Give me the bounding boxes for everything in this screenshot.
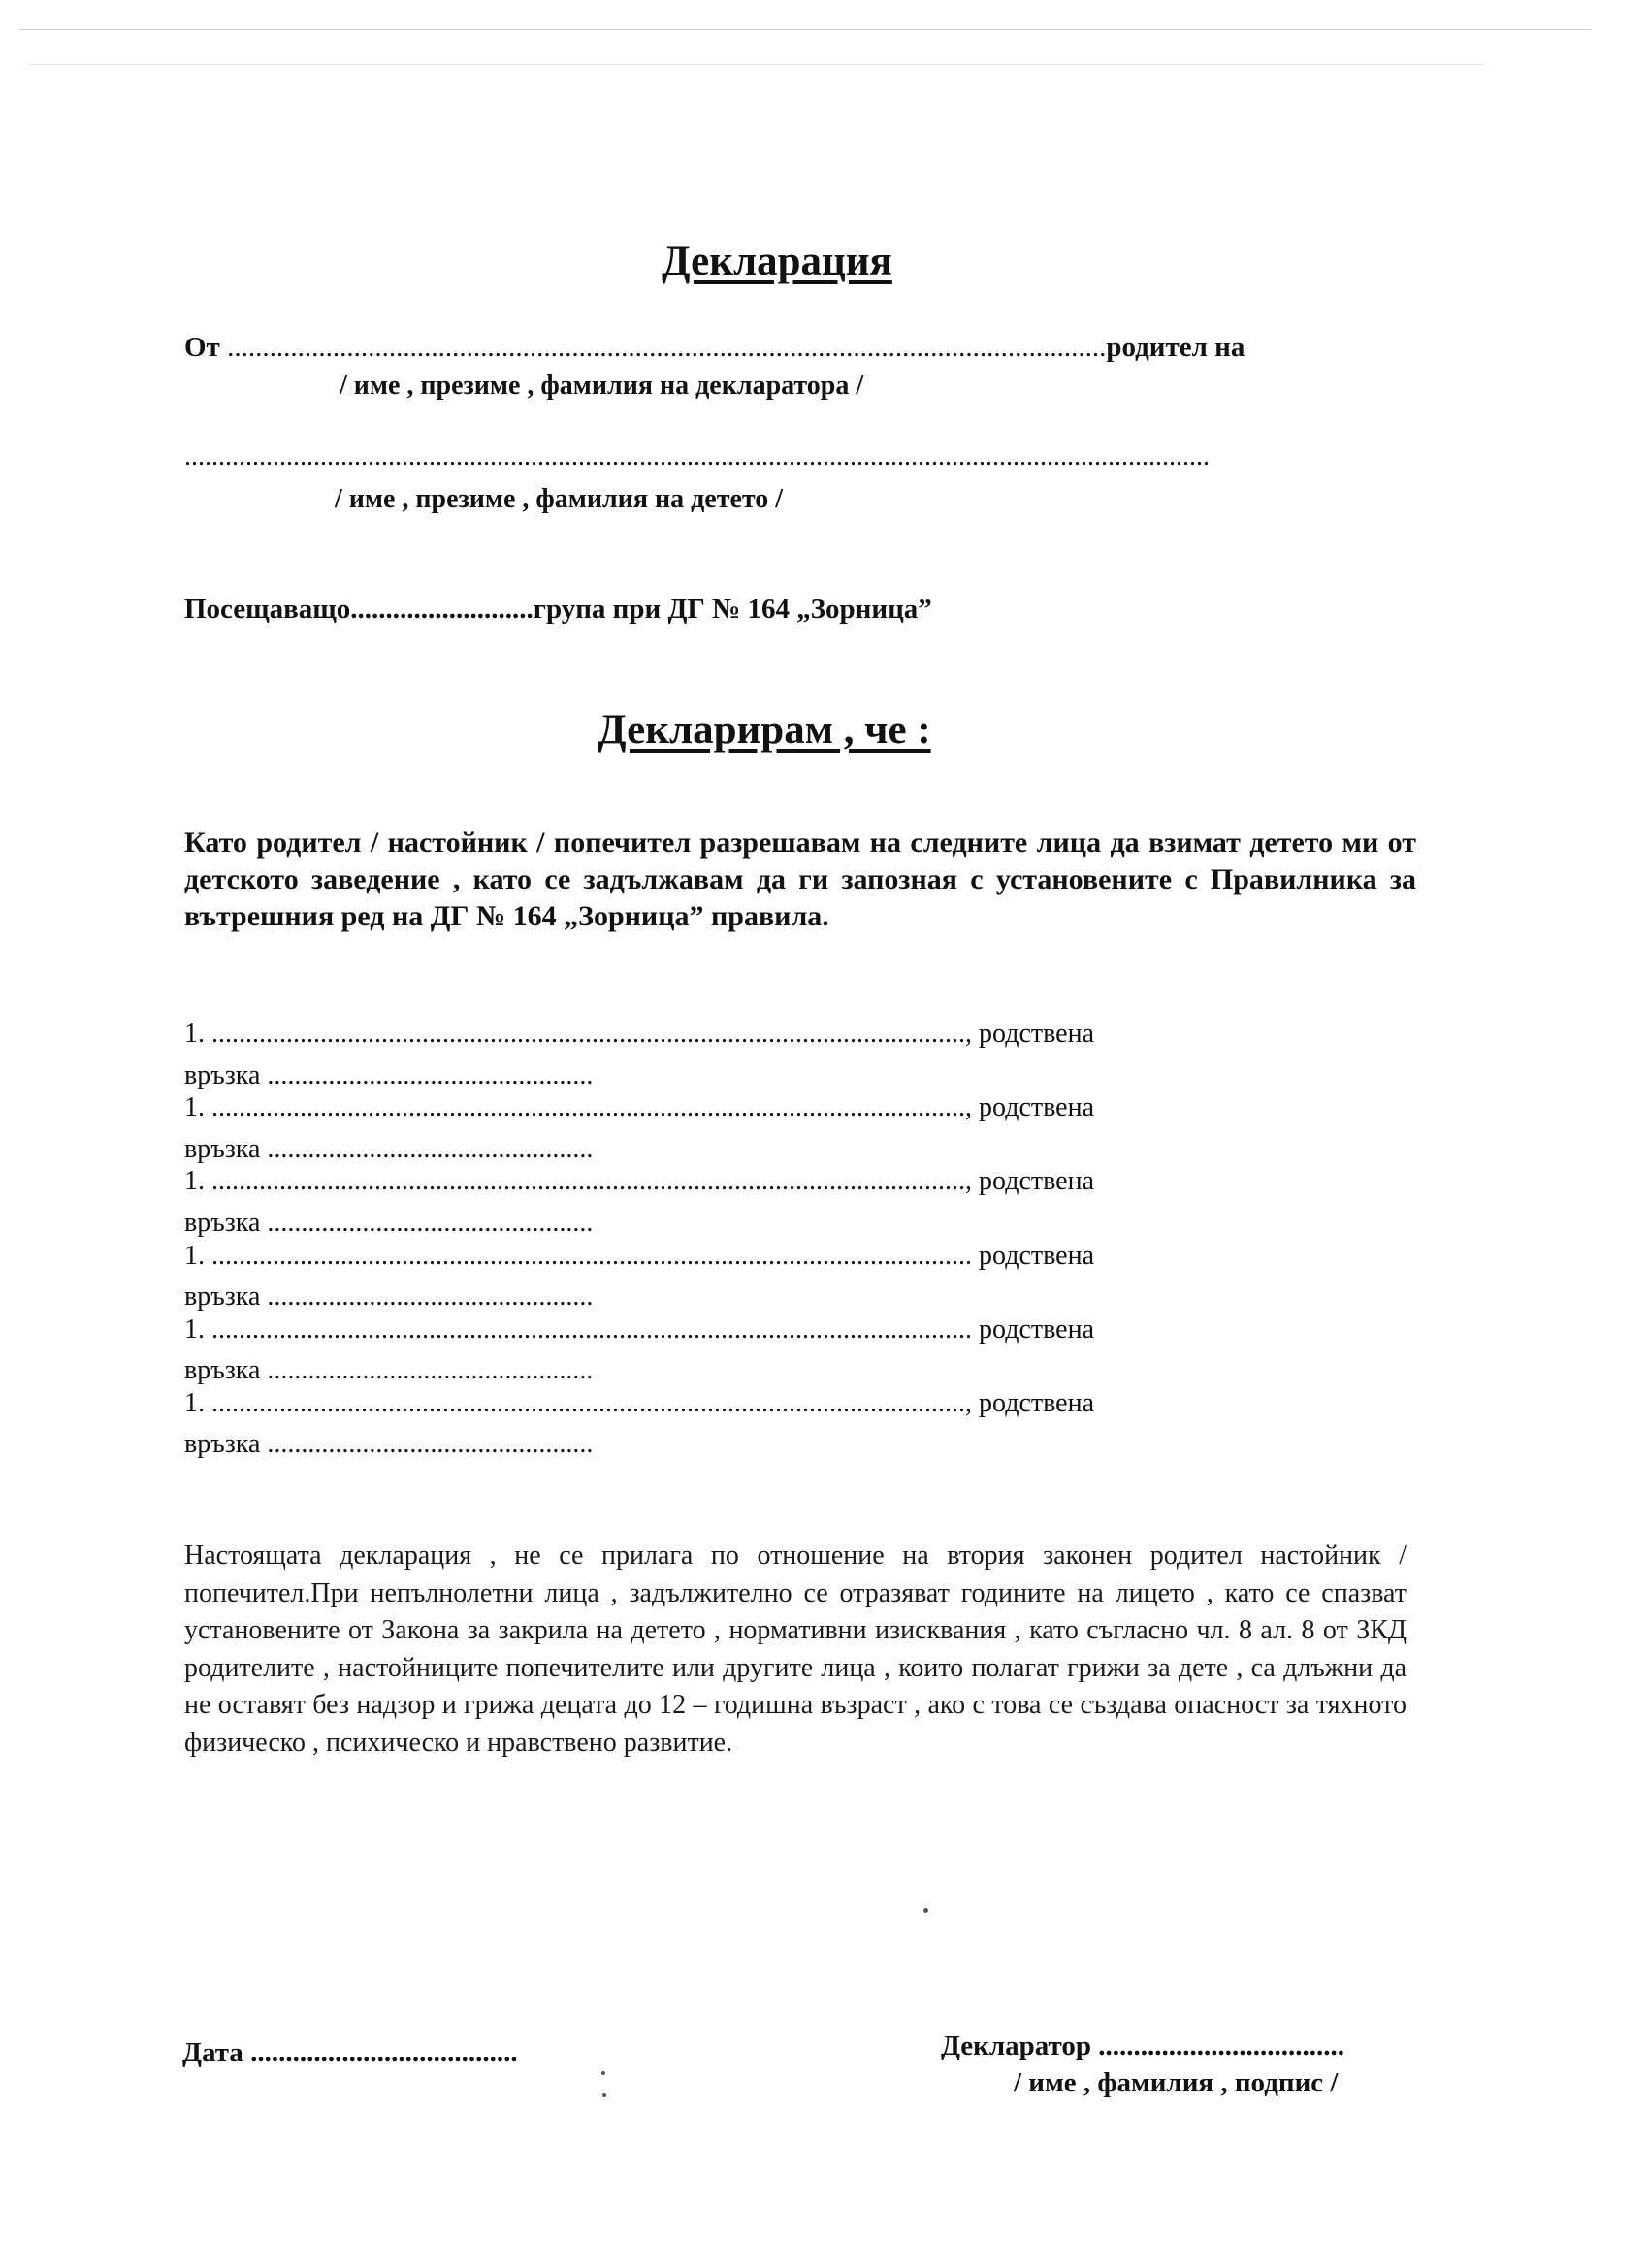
kinship-line [184, 1134, 593, 1165]
person-name-field[interactable]: ............................................................................................................... [211, 1092, 965, 1122]
person-line [184, 1166, 1094, 1197]
person-line [184, 1314, 1094, 1345]
child-hint: / име , презиме , фамилия на детето / [335, 484, 784, 514]
person-number: 1. [184, 1388, 205, 1418]
person-number: 1. [184, 1166, 205, 1196]
kinship-line [184, 1429, 593, 1460]
scan-speck [602, 2093, 606, 2097]
signature-line [941, 2030, 1344, 2062]
consent-paragraph [184, 825, 1416, 935]
kinship-label: , родствена [965, 1092, 1094, 1122]
kinship-line [184, 1060, 593, 1091]
person-name-field[interactable]: ............................................................................................................... [211, 1166, 965, 1196]
kinship-line [184, 1281, 593, 1312]
kinship-label: родствена [972, 1241, 1094, 1271]
kinship-field[interactable]: ................................................ [267, 1281, 594, 1312]
kinship-link-label: връзка [184, 1060, 261, 1090]
from-label: От [184, 332, 220, 363]
group-line [184, 594, 932, 626]
declarant-signature-label: Декларатор [941, 2030, 1092, 2061]
child-name-field[interactable]: ....................................................................................................................................................... [184, 441, 1210, 471]
kinship-line [184, 1355, 593, 1386]
person-line [184, 1092, 1094, 1123]
kinship-link-label: връзка [184, 1208, 261, 1238]
person-name-field[interactable]: ............................................................................................................... [211, 1019, 965, 1049]
person-line [184, 1388, 1094, 1419]
person-name-field[interactable]: ............................................................................................................... [211, 1388, 965, 1418]
date-field[interactable]: ...................................... [250, 2037, 518, 2068]
kinship-label: , родствена [965, 1388, 1094, 1418]
legal-notice-paragraph [184, 1538, 1406, 1762]
person-number: 1. [184, 1241, 205, 1271]
kinship-link-label: връзка [184, 1281, 261, 1312]
scan-speck [923, 1908, 928, 1913]
person-number: 1. [184, 1314, 205, 1345]
kinship-field[interactable]: ................................................ [267, 1134, 594, 1164]
kinship-field[interactable]: ................................................ [267, 1355, 594, 1385]
person-name-field[interactable]: ................................................................................................................ [211, 1314, 972, 1345]
group-label: Посещаващо [184, 594, 351, 625]
group-text: група при ДГ № 164 „Зорница” [533, 594, 932, 625]
date-line [182, 2037, 518, 2069]
person-number: 1. [184, 1019, 205, 1049]
consent-text: Като родител / настойник / попечител разрешавам на следните лица да взимат детето ми от детското заведение , като се задължавам да ги запозная с установените с Правилника за вътрешния ред на ДГ № 164 „Зорница” правила. [184, 826, 1416, 932]
date-label: Дата [182, 2037, 243, 2068]
declarant-signature-field[interactable]: ................................... [1098, 2030, 1345, 2061]
declarant-name-field[interactable]: ............................................................................................................................. [227, 332, 1107, 363]
person-line [184, 1241, 1094, 1272]
person-number: 1. [184, 1092, 205, 1122]
scan-speck [601, 2071, 605, 2075]
kinship-label: , родствена [965, 1166, 1094, 1196]
kinship-field[interactable]: ................................................ [267, 1208, 594, 1238]
kinship-field[interactable]: ................................................ [267, 1060, 594, 1090]
kinship-label: , родствена [965, 1019, 1094, 1049]
person-name-field[interactable]: ................................................................................................................ [211, 1241, 972, 1271]
declare-heading: Декларирам , че : [598, 707, 931, 753]
relation-label: родител на [1106, 332, 1245, 363]
declarant-hint: / име , презиме , фамилия на декларатора / [340, 371, 864, 401]
document-title: Декларация [662, 239, 892, 284]
kinship-link-label: връзка [184, 1429, 261, 1459]
kinship-field[interactable]: ................................................ [267, 1429, 594, 1459]
scan-edge-line [19, 29, 1591, 30]
kinship-line [184, 1208, 593, 1239]
group-field[interactable]: .......................... [350, 594, 534, 625]
kinship-link-label: връзка [184, 1134, 261, 1164]
kinship-link-label: връзка [184, 1355, 261, 1385]
legal-notice-text: Настоящата декларация , не се прилага по отношение на втория законен родител настойник / попечител.При непълнолетни лица , задължително се отразяват годините на лицето , като се спазват установените от Закона за закрила на детето , нормативни изисквания , като съгласно чл. 8 ал. 8 от ЗКД родителите , настойниците попечителите или другите лица , които полагат грижи за дете , са длъжни да не оставят без надзор и грижа децата до 12 – годишна възраст , ако с това се създава опасност за тяхното физическо , психическо и нравствено развитие. [184, 1540, 1406, 1758]
scan-edge-line [29, 64, 1484, 65]
person-line [184, 1019, 1094, 1050]
signature-hint: / име , фамилия , подпис / [1014, 2067, 1339, 2098]
kinship-label: родствена [972, 1314, 1094, 1345]
declarant-line [184, 332, 1245, 364]
